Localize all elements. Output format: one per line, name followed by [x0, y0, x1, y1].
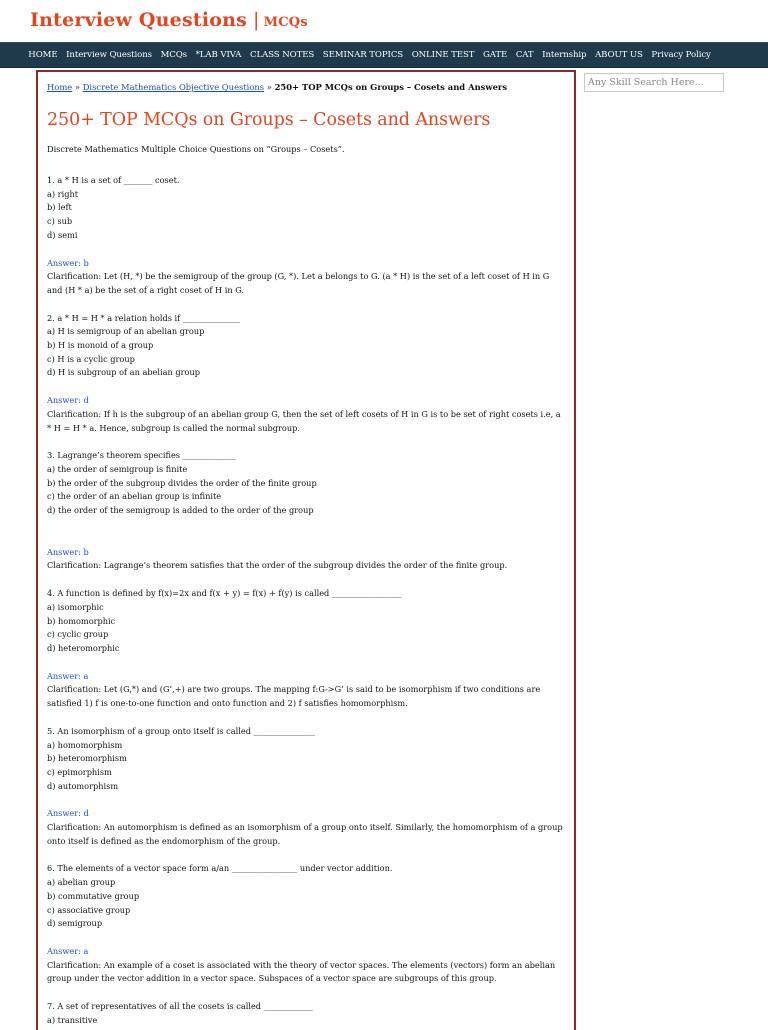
- option-d: d) H is subgroup of an abelian group: [47, 367, 200, 378]
- option-b: b) H is monoid of a group: [47, 340, 154, 351]
- nav-item-about-us[interactable]: ABOUT US: [595, 50, 643, 60]
- option-d: d) semi: [47, 229, 78, 240]
- page-title: 250+ TOP MCQs on Groups – Cosets and Answers: [47, 110, 491, 130]
- nav-item-mcqs[interactable]: MCQs: [160, 50, 187, 60]
- nav-item-gate[interactable]: GATE: [483, 50, 508, 60]
- question-block: [47, 174, 565, 298]
- question-text: 1. a * H is a set of _______ coset.: [47, 175, 180, 185]
- answer-toggle[interactable]: Answer: b: [47, 546, 89, 557]
- clarification-text: Clarification: An example of a coset is associated with the theory of vector spaces. The elements (vectors) form an abelian group under the vector addition in a vector space. Subspaces of a vector space are subgroups of this group.: [47, 959, 556, 984]
- question-block: [47, 725, 565, 849]
- option-a: a) H is semigroup of an abelian group: [47, 326, 205, 337]
- option-a: a) right: [47, 188, 79, 199]
- option-d: d) heteromorphic: [47, 642, 120, 653]
- site-header: [0, 0, 768, 42]
- clarification-text: Clarification: Let (H, *) be the semigroup of the group (G, *). Let a belongs to G. (a * H) is the set of a left coset of H in G and (H * a) be the set of a right coset of H in G.: [47, 271, 550, 295]
- option-c: c) associative group: [47, 904, 131, 915]
- option-a: a) isomorphic: [47, 601, 104, 612]
- question-text: 6. The elements of a vector space form a/an ________________ under vector addition.: [47, 863, 393, 874]
- option-b: b) homomorphic: [47, 615, 116, 626]
- breadcrumb-home-link[interactable]: Home: [47, 82, 73, 92]
- intro-text: Discrete Mathematics Multiple Choice Questions on “Groups – Cosets”.: [47, 144, 345, 154]
- nav-item-lab-viva[interactable]: *LAB VIVA: [195, 50, 242, 60]
- breadcrumb-separator: »: [264, 82, 275, 92]
- nav-item-home[interactable]: HOME: [28, 50, 58, 60]
- clarification-text: Clarification: An automorphism is defined as an isomorphism of a group onto itself. Similarly, the homomorphism of a group onto itself is defined as the endomorphism of the group.: [47, 822, 563, 846]
- answer-toggle[interactable]: Answer: d: [47, 395, 89, 406]
- clarification-text: Clarification: Lagrange’s theorem satisfies that the order of the subgroup divides the order of the finite group.: [47, 560, 508, 571]
- question-text: 7. A set of representatives of all the cosets is called ____________: [47, 1001, 313, 1012]
- breadcrumb-category-link[interactable]: Discrete Mathematics Objective Questions: [82, 82, 265, 92]
- search-input[interactable]: [584, 73, 724, 92]
- question-text: 5. An isomorphism of a group onto itself is called _______________: [47, 725, 315, 736]
- site-logo[interactable]: [30, 9, 308, 31]
- option-a: a) abelian group: [47, 877, 116, 888]
- main-nav: [0, 42, 768, 68]
- site-title: Interview Questions: [30, 9, 248, 31]
- clarification-text: Clarification: If h is the subgroup of an abelian group G, then the set of left cosets of H in G is to be set of right cosets i.e, a * H = H * a. Hence, subgroup is called the normal subgroup.: [47, 408, 561, 433]
- question-block: [47, 862, 565, 986]
- breadcrumb-separator: »: [72, 82, 83, 92]
- nav-item-class-notes[interactable]: CLASS NOTES: [249, 50, 315, 60]
- breadcrumb-current: 250+ TOP MCQs on Groups – Cosets and Answers: [274, 82, 508, 92]
- question-text: 2. a * H = H * a relation holds if ______________: [47, 312, 241, 323]
- option-d: d) semigroup: [47, 918, 103, 929]
- option-a: a) transitive: [47, 1014, 98, 1025]
- breadcrumb: [47, 80, 565, 94]
- nav-item-seminar-topics[interactable]: SEMINAR TOPICS: [322, 50, 404, 60]
- sidebar: [584, 70, 724, 92]
- option-b: b) left: [47, 202, 72, 213]
- question-block: [47, 449, 565, 573]
- option-b: b) commutative group: [47, 890, 140, 901]
- nav-item-privacy-policy[interactable]: Privacy Policy: [651, 50, 711, 60]
- option-b: b) heteromorphism: [47, 753, 127, 764]
- option-c: c) H is a cyclic group: [47, 353, 135, 364]
- option-c: c) the order of an abelian group is infinite: [47, 491, 222, 502]
- option-c: c) epimorphism: [47, 766, 112, 777]
- option-d: d) automorphism: [47, 780, 119, 791]
- answer-toggle[interactable]: Answer: a: [47, 670, 89, 681]
- question-text: 3. Lagrange’s theorem specifies _____________: [47, 450, 236, 461]
- answer-toggle[interactable]: Answer: a: [47, 945, 89, 956]
- main-content: [36, 70, 576, 1030]
- nav-item-internship[interactable]: Internship: [542, 50, 587, 60]
- clarification-text: Clarification: Let (G,*) and (G’,+) are two groups. The mapping f:G->G’ is said to be isomorphism if two conditions are satisfied 1) f is one-to-one function and onto function and 2) f satisfies homomorphism.: [47, 684, 541, 709]
- site-subtitle: MCQs: [263, 15, 308, 30]
- option-d: d) the order of the semigroup is added to the order of the group: [47, 505, 314, 516]
- question-block: [47, 1000, 565, 1027]
- title-separator: |: [253, 9, 260, 31]
- answer-toggle[interactable]: Answer: d: [47, 808, 89, 819]
- option-c: c) cyclic group: [47, 629, 109, 640]
- option-c: c) sub: [47, 216, 73, 227]
- question-block: [47, 587, 565, 711]
- option-a: a) homomorphism: [47, 739, 123, 750]
- option-b: b) the order of the subgroup divides the order of the finite group: [47, 477, 317, 488]
- question-block: [47, 312, 565, 436]
- nav-item-cat[interactable]: CAT: [515, 50, 534, 60]
- nav-item-online-test[interactable]: ONLINE TEST: [411, 50, 475, 60]
- answer-toggle[interactable]: Answer: b: [47, 257, 89, 268]
- nav-item-interview-questions[interactable]: Interview Questions: [66, 50, 152, 60]
- option-a: a) the order of semigroup is finite: [47, 463, 188, 474]
- question-text: 4. A function is defined by f(x)=2x and f(x + y) = f(x) + f(y) is called _________________: [47, 588, 402, 599]
